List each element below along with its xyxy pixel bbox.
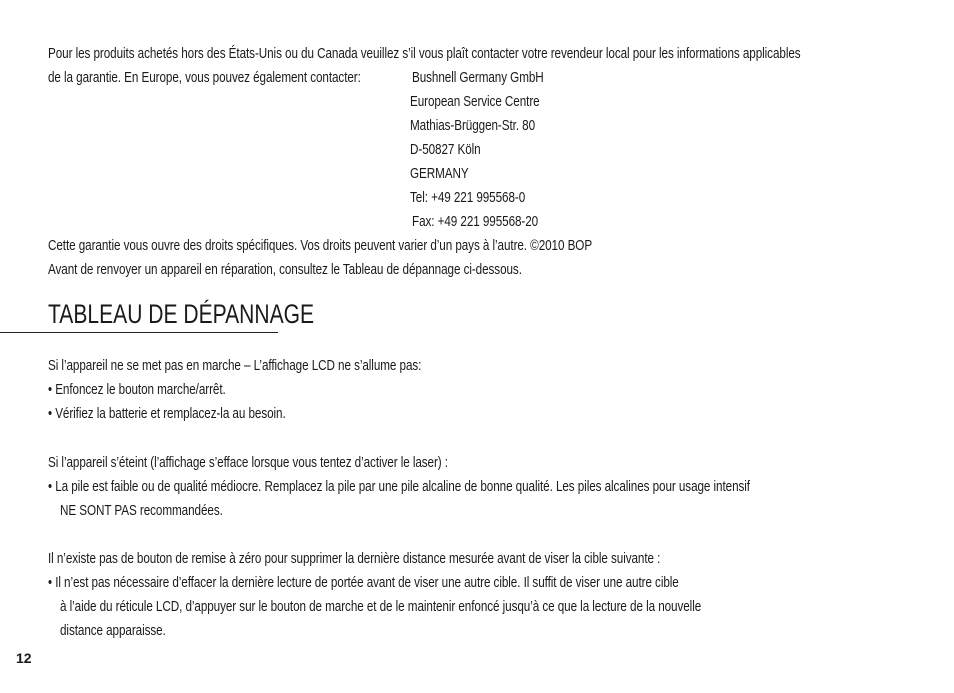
address-company: Bushnell Germany GmbH xyxy=(412,69,544,86)
issue-3-bullet-1-line-3: distance apparaisse. xyxy=(60,622,166,639)
address-street: Mathias-Brüggen-Str. 80 xyxy=(410,117,536,134)
address-phone: Tel: +49 221 995568-0 xyxy=(410,189,526,206)
issue-1-bullet-2: • Vérifiez la batterie et remplacez-la au besoin. xyxy=(48,405,286,422)
page-number: 12 xyxy=(16,650,32,666)
issue-2-title: Si l’appareil s’éteint (l’affichage s’efface lorsque vous tentez d’activer le laser) : xyxy=(48,454,448,471)
return-note: Avant de renvoyer un appareil en réparation, consultez le Tableau de dépannage ci-dessous. xyxy=(48,261,522,278)
issue-2-bullet-1-line-2: NE SONT PAS recommandées. xyxy=(60,502,223,519)
heading-underline xyxy=(0,332,278,333)
issue-3-bullet-1-line-1: • Il n’est pas nécessaire d’effacer la dernière lecture de portée avant de viser une autre cible. Il suffit de viser une autre cible xyxy=(48,574,679,591)
address-country: GERMANY xyxy=(410,165,469,182)
warranty-line-2: de la garantie. En Europe, vous pouvez également contacter: xyxy=(48,69,361,86)
issue-1-title: Si l’appareil ne se met pas en marche – L’affichage LCD ne s’allume pas: xyxy=(48,357,422,374)
warranty-line-1: Pour les produits achetés hors des États-Unis ou du Canada veuillez s’il vous plaît contacter votre revendeur local pour les informations applicables xyxy=(48,45,801,62)
warranty-rights: Cette garantie vous ouvre des droits spécifiques. Vos droits peuvent varier d’un pays à l’autre. ©2010 BOP xyxy=(48,237,593,254)
issue-1-bullet-1: • Enfoncez le bouton marche/arrêt. xyxy=(48,381,226,398)
section-heading: TABLEAU DE DÉPANNAGE xyxy=(48,299,315,329)
address-city: D-50827 Köln xyxy=(410,141,481,158)
issue-2-bullet-1-line-1: • La pile est faible ou de qualité médiocre. Remplacez la pile par une pile alcaline de bonne qualité. Les piles alcalines pour usage intensif xyxy=(48,478,750,495)
address-fax: Fax: +49 221 995568-20 xyxy=(412,213,539,230)
issue-3-title: Il n’existe pas de bouton de remise à zéro pour supprimer la dernière distance mesurée avant de viser la cible suivante : xyxy=(48,550,661,567)
issue-3-bullet-1-line-2: à l’aide du réticule LCD, d’appuyer sur le bouton de marche et de le maintenir enfoncé jusqu’à ce que la lecture de la nouvelle xyxy=(60,598,702,615)
address-centre: European Service Centre xyxy=(410,93,540,110)
